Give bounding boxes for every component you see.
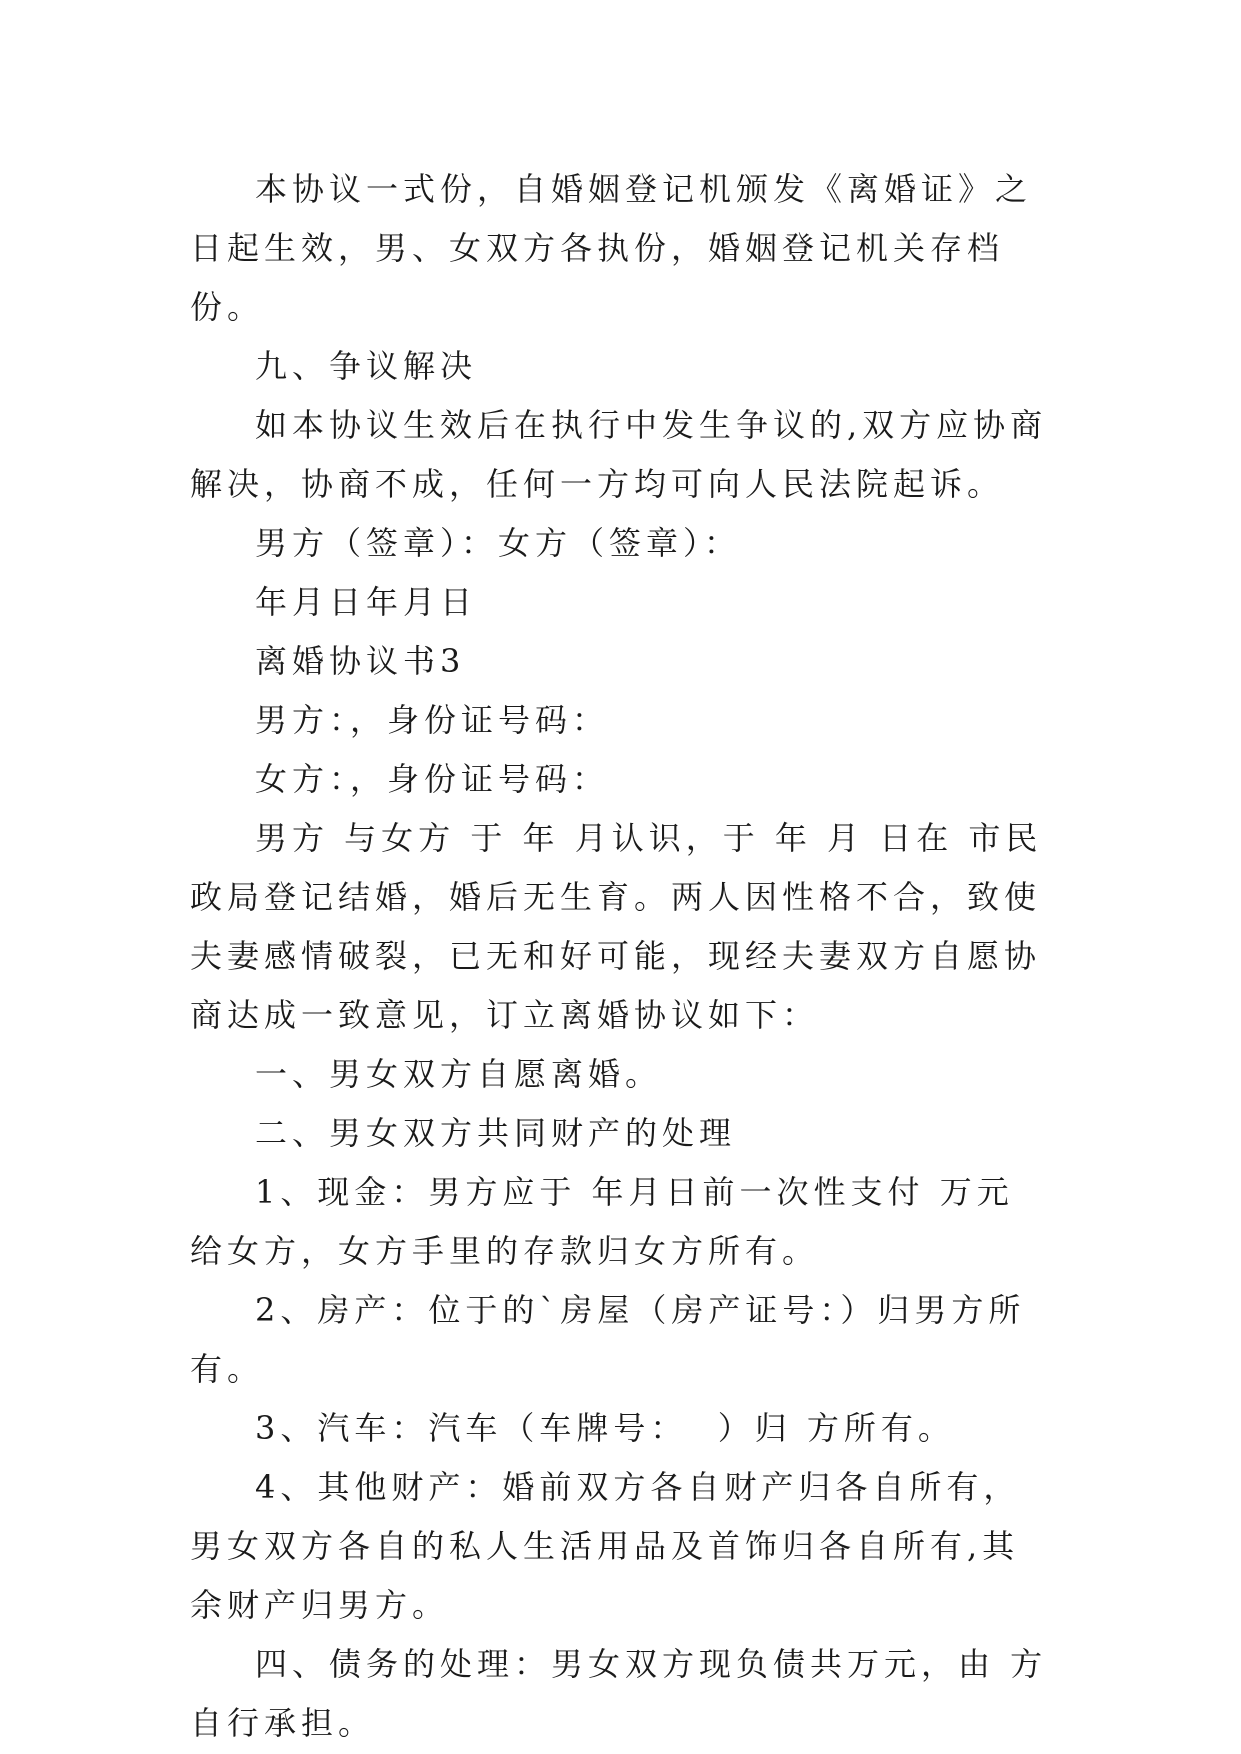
document-title: 离婚协议书3: [255, 642, 466, 680]
clause-cash: 1、现金：男方应于 年月日前一次性支付 万元给女方，女方手里的存款归女方所有。: [190, 1173, 1014, 1270]
clause-debt: 四、债务的处理：男女双方现负债共万元，由 方自行承担。: [190, 1645, 1048, 1742]
signature-line: 男方（签章）：女方（签章）：: [255, 524, 742, 562]
female-party-line: 女方：，身份证号码：: [255, 760, 610, 798]
clause-voluntary-divorce: 一、男女双方自愿离婚。: [255, 1055, 663, 1093]
paragraph-background: 男方 与女方 于 年 月认识，于 年 月 日在 市民政局登记结婚，婚后无生育。两人因性格不合，致使夫妻感情破裂，已无和好可能，现经夫妻双方自愿协商达成一致意见，订立离婚协议如下：: [190, 819, 1043, 1034]
document-body: [190, 160, 1050, 1753]
clause-real-estate: 2、房产：位于的`房屋（房产证号：）归男方所有。: [190, 1291, 1026, 1388]
section-heading-dispute: 九、争议解决: [255, 347, 478, 385]
clause-other-property: 4、其他财产：婚前双方各自财产归各自所有，男女双方各自的私人生活用品及首饰归各自所有,其余财产归男方。: [190, 1468, 1021, 1624]
male-party-line: 男方：，身份证号码：: [255, 701, 610, 739]
paragraph-dispute-resolution: 如本协议生效后在执行中发生争议的,双方应协商解决，协商不成，任何一方均可向人民法院起诉。: [190, 406, 1048, 503]
section-heading-property: 二、男女双方共同财产的处理: [255, 1114, 737, 1152]
paragraph-effectiveness: 本协议一式份，自婚姻登记机颁发《离婚证》之日起生效，男、女双方各执份，婚姻登记机关存档份。: [190, 170, 1033, 326]
clause-vehicle: 3、汽车：汽车（车牌号： ）归 方所有。: [255, 1409, 955, 1447]
date-line: 年月日年月日: [255, 583, 478, 621]
